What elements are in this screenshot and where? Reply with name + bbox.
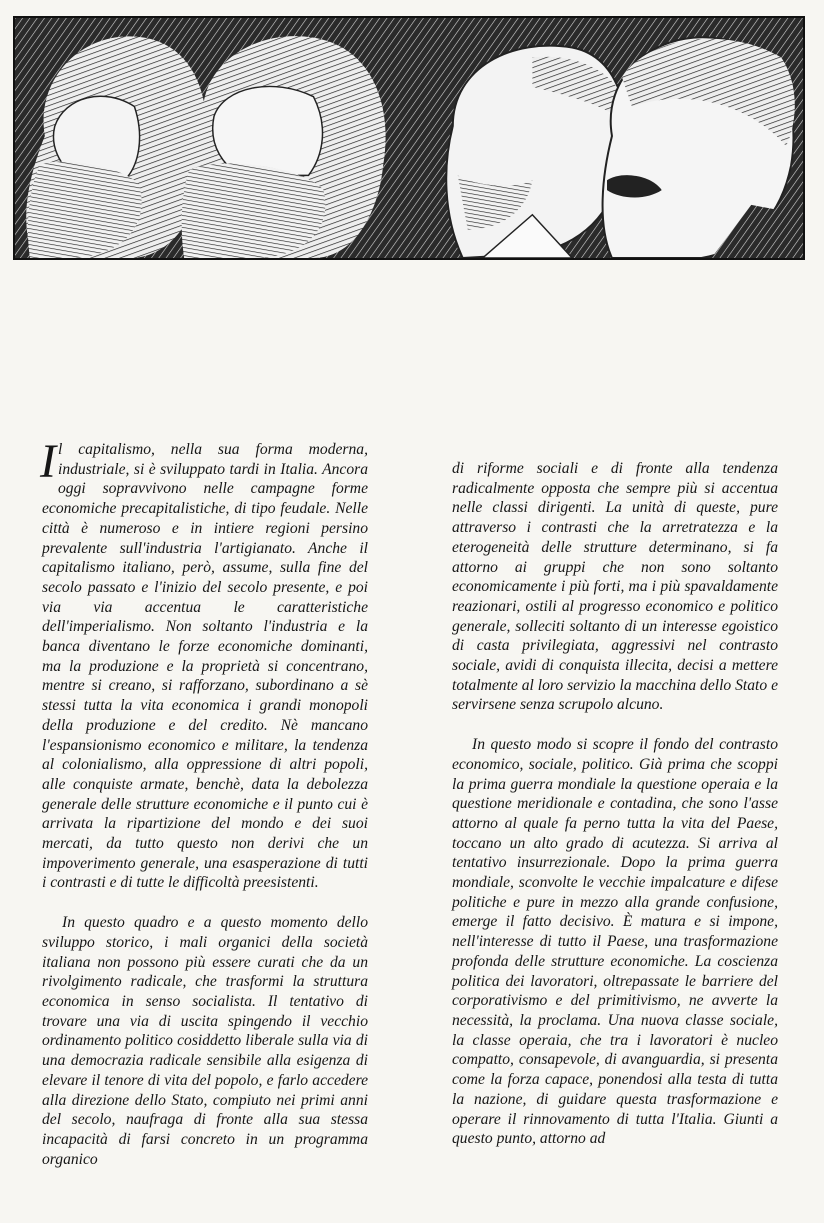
paragraph-text: l capitalismo, nella sua forma moderna, industriale, si è sviluppato tardi in Italia. Ancora oggi sopravvivono nelle campagne forme economiche precapitalistiche, di tipo feudale. Nelle città è numeroso e in intiere regioni persino prevalente sull'industria l'artigianato. Anche il capitalismo italiano, però, assume, sulla fine del secolo passato e l'inizio del secolo presente, e poi via via accentua le caratteristiche dell'imperialismo. Non soltanto l'industria e la banca diventano le forze economiche dominanti, ma la produzione e la proprietà si concentrano, mentre si creano, si rafforzano, subordinano a sè stessi tutta la vita economica i grandi monopoli della produzione e del credito. Nè mancano l'espansionismo economico e militare, la tendenza al colonialismo, alla oppressione di altri popoli, alle conquiste armate, benchè, data la debolezza generale delle strutture economiche e il punto cui è arrivata la ripartizione del mondo e dei suoi mercati, da tutto questo non derivi che un impoverimento generale, una esasperazione di tutti i contrasti e di tutte le difficoltà preesistenti. xyxy=(42,441,368,892)
drop-cap: I xyxy=(40,435,56,488)
portrait-4 xyxy=(603,37,803,258)
engraving-four-portraits-icon xyxy=(15,18,803,258)
article-paragraph: In questo modo si scopre il fondo del contrasto economico, sociale, politico. Già prima che scoppi la prima guerra mondiale la questione operaia e la questione meridionale e contadina, che sono l'asse attorno al quale fa perno tutta la vita del Paese, toccano un alto grado di acutezza. Si arriva al tentativo insurrezionale. Dopo la prima guerra mondiale, sconvolte le vecchie impalcature e difese politiche e pure in mezzo alla grande confusione, emerge il fatto decisivo. È matura e si impone, nell'interesse di tutto il Paese, una trasformazione profonda delle strutture economiche. La coscienza politica dei lavoratori, oltrepassate le barriere del corporativismo e del primitivismo, ne avverte la necessità, la proclama. Una nuova classe sociale, la classe operaia, che tra i lavoratori è nucleo compatto, consapevole, di avanguardia, si presenta come la forza capace, ponendosi alla testa di tutta la nazione, di guidare questa trasformazione e operare il rinnovamento di tutta l'Italia. Giunti a questo punto, attorno ad xyxy=(452,736,778,1148)
article-column-left xyxy=(40,435,368,1169)
article-column-right xyxy=(452,459,778,1149)
article-paragraph: In questo quadro e a questo momento dello sviluppo storico, i mali organici della società italiana non possono più essere curati che da un rivolgimento radicale, che trasformi la struttura economica in senso socialista. Il tentativo di trovare una via di uscita spingendo il vecchio ordinamento politico cosiddetto liberale sulla via di una democrazia radicale sensibile alla esigenza di elevare il tenore di vita del popolo, e farlo accedere alla direzione dello Stato, compiuto nei primi anni del secolo, naufraga di fronte alla sua stessa incapacità di farsi concreto in un programma organico xyxy=(42,914,368,1168)
article-paragraph: di riforme sociali e di fronte alla tendenza radicalmente opposta che sempre più si accentua nelle classi dirigenti. La unità di queste, pure attraverso i contrasti che la arretratezza e la eterogeneità delle strutture determinano, si fa attorno ai gruppi che non sono soltanto economicamente i più forti, ma i più spavaldamente reazionari, ostili al progresso economico e politico generale, solleciti soltanto di un interesse egoistico di casta privilegiata, aggressivi nel contrasto sociale, avidi di conquista illecita, decisi a mettere totalmente al loro servizio la macchina dello Stato e servirsene senza scrupolo alcuno. xyxy=(452,460,778,714)
header-engraving xyxy=(13,16,805,260)
article-paragraph xyxy=(40,435,368,893)
